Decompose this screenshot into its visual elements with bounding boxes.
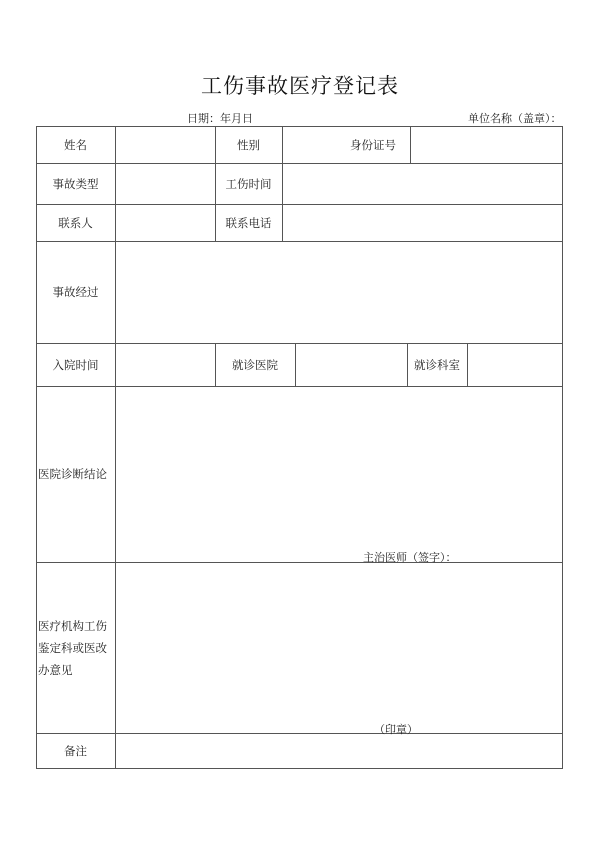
seal-label: （印章） xyxy=(374,723,418,736)
contact-person-label: 联系人 xyxy=(58,215,93,230)
hospital-field[interactable] xyxy=(296,344,407,386)
id-number-field[interactable] xyxy=(411,127,562,163)
injury-time-label: 工伤时间 xyxy=(225,176,272,191)
name-label: 姓名 xyxy=(64,137,87,152)
page-title: 工伤事故医疗登记表 xyxy=(201,74,399,98)
department-field[interactable] xyxy=(468,344,562,386)
admission-time-label: 入院时间 xyxy=(52,357,99,372)
remarks-label: 备注 xyxy=(64,743,87,758)
accident-type-label: 事故类型 xyxy=(52,176,99,191)
contact-phone-label: 联系电话 xyxy=(225,215,272,230)
date-label: 日期：年月日 xyxy=(187,112,253,125)
registration-form-table xyxy=(36,126,563,768)
contact-phone-field[interactable] xyxy=(283,205,562,241)
hospital-label: 就诊医院 xyxy=(232,357,278,372)
accident-process-field[interactable] xyxy=(116,242,562,343)
accident-type-field[interactable] xyxy=(116,164,215,204)
table-border-right xyxy=(562,126,563,769)
id-number-label: 身份证号 xyxy=(350,137,396,152)
diagnosis-field[interactable] xyxy=(116,387,562,562)
contact-person-field[interactable] xyxy=(116,205,215,241)
attending-doctor-signature-label: 主治医师（签字）： xyxy=(363,551,457,564)
department-label: 就诊科室 xyxy=(414,357,460,372)
admission-time-field[interactable] xyxy=(116,344,215,386)
unit-name-label: 单位名称（盖章）： xyxy=(468,112,562,125)
gender-field[interactable] xyxy=(283,127,343,163)
injury-time-field[interactable] xyxy=(283,164,562,204)
opinion-label: 医疗机构工伤鉴定科或医改办意见 xyxy=(38,618,107,677)
name-field[interactable] xyxy=(116,127,215,163)
opinion-field[interactable] xyxy=(116,563,562,733)
gender-label: 性别 xyxy=(237,137,260,152)
diagnosis-label: 医院诊断结论 xyxy=(38,467,107,481)
accident-process-label: 事故经过 xyxy=(52,285,99,299)
remarks-field[interactable] xyxy=(116,734,562,768)
